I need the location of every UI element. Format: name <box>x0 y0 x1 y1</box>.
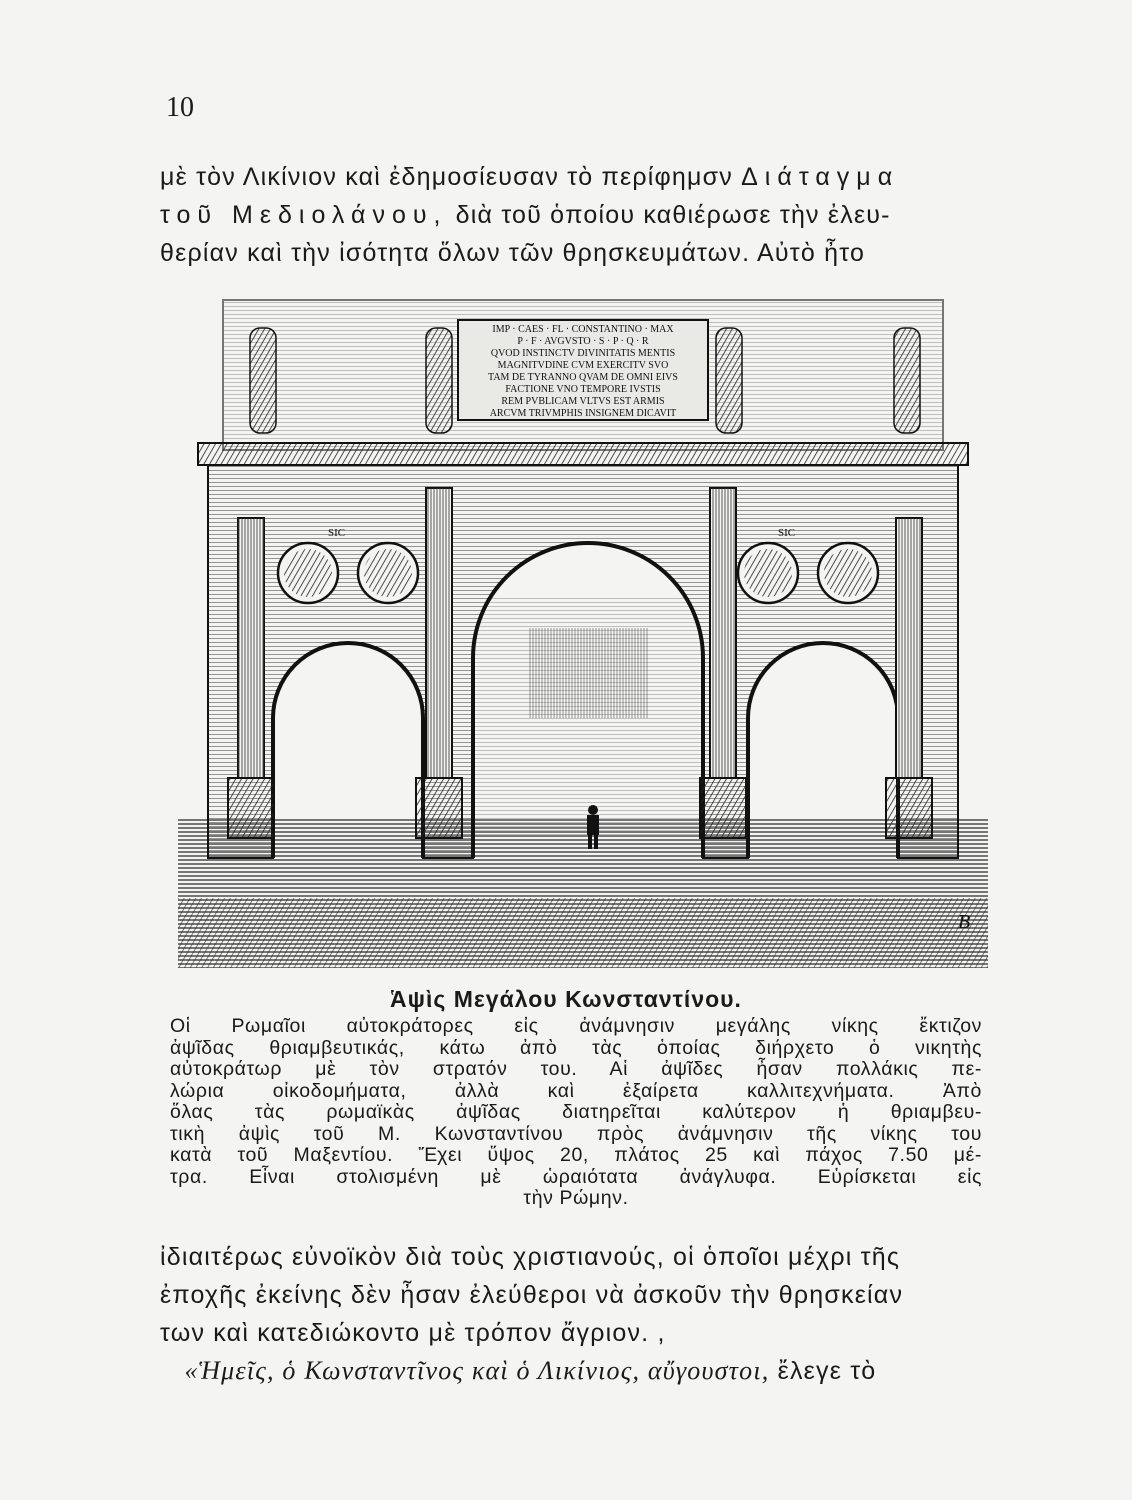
inscription-line: ARCVM TRIVMPHIS INSIGNEM DICAVIT <box>489 408 677 419</box>
page-number: 10 <box>166 92 194 123</box>
top-line-2: τοῦ Μεδιολάνου, διὰ τοῦ ὁποίου καθιέρωσε τὴν ἐλευ- <box>160 201 891 229</box>
inscription-line: P · F · AVGVSTO · S · P · Q · R <box>517 336 649 347</box>
frieze-right-text: SIC <box>778 527 796 539</box>
bottom-line-4: «Ἡμεῖς, ὁ Κωνσταντῖνος καὶ ὁ Λικίνιος, αὔγουστοι, ἔλεγε τὸ <box>184 1356 877 1385</box>
bottom-line-1: ἰδιαιτέρως εὐνοϊκὸν διὰ τοὺς χριστιανούς, οἱ ὁποῖοι μέχρι τῆς <box>160 1243 901 1271</box>
caption-title: Ἁψὶς Μεγάλου Κωνσταντίνου. <box>390 986 742 1012</box>
arch-engraving <box>178 298 988 968</box>
inscription-line: FACTIONE VNO TEMPORE IVSTIS <box>505 384 661 395</box>
bottom-line-2: ἐποχῆς ἐκείνης δὲν ἦσαν ἐλεύθεροι νὰ ἀσκοῦν τὴν θρησκείαν <box>160 1281 904 1309</box>
top-line-1: μὲ τὸν Λικίνιον καὶ ἐδημοσίευσαν τὸ περίφημσν Διάταγμα <box>160 163 900 191</box>
inscription-line: IMP · CAES · FL · CONSTANTINO · MAX <box>492 324 674 335</box>
inscription-line: QVOD INSTINCTV DIVINITATIS MENTIS <box>490 348 676 359</box>
frieze-left-text: SIC <box>328 527 346 539</box>
arch-engraving-svg <box>178 298 988 968</box>
inscription-line: TAM DE TYRANNO QVAM DE OMNI EIVS <box>488 372 678 383</box>
spaced-word: Διάταγμα <box>741 163 900 191</box>
top-paragraph <box>160 158 1010 272</box>
caption-line: αὐτοκράτωρ μὲ τὸν στρατόν του. Αἱ ἀψῖδες ἦσαν πολλάκις πε- <box>170 1058 982 1080</box>
caption-line: Οἱ Ρωμαῖοι αὐτοκράτορες εἰς ἀνάμνησιν μεγάλης νίκης ἔκτιζον <box>170 1015 982 1037</box>
caption-line: τρα. Εἶναι στολισμένη μὲ ὡραιότατα ἀνάγλυφα. Εὑρίσκεται εἰς <box>170 1165 982 1188</box>
caption-line: ἀψῖδας θριαμβευτικάς, κάτω ἀπὸ τὰς ὁποίας διήρχετο ὁ νικητὴς <box>170 1036 982 1059</box>
caption-line: τὴν Ρώμην. <box>523 1187 629 1209</box>
italic-quote: «Ἡμεῖς, ὁ Κωνσταντῖνος καὶ ὁ Λικίνιος, αὔγουστοι, <box>184 1356 770 1385</box>
bottom-line-3: των καὶ κατεδιώκοντο μὲ τρόπον ἄγριον. , <box>160 1319 666 1347</box>
engraver-signature: B <box>958 911 971 933</box>
caption-line: κατὰ τοῦ Μαξεντίου. Ἔχει ὕψος 20, πλάτος 25 καὶ πάχος 7.50 μέ- <box>170 1144 982 1166</box>
bottom-paragraph <box>160 1238 1010 1390</box>
spaced-word: τοῦ Μεδιολάνου, <box>160 201 448 229</box>
caption-line: τικὴ ἀψὶς τοῦ Μ. Κωνσταντίνου πρὸς ἀνάμνησιν τῆς νίκης του <box>170 1122 982 1145</box>
top-line-3: θερίαν καὶ τὴν ἰσότητα ὅλων τῶν θρησκευμάτων. Αὐτὸ ἦτο <box>160 239 866 267</box>
caption-body <box>170 1016 982 1210</box>
caption-line: λώρια οἰκοδομήματα, ἀλλὰ καὶ ἐξαίρετα καλλιτεχνήματα. Ἀπὸ <box>170 1079 982 1102</box>
caption-line: ὅλας τὰς ρωμαϊκὰς ἀψῖδας διατηρεῖται καλύτερον ἡ θριαμβευ- <box>170 1101 982 1123</box>
inscription-line: REM PVBLICAM VLTVS EST ARMIS <box>501 396 665 407</box>
inscription-line: MAGNITVDINE CVM EXERCITV SVO <box>497 360 669 371</box>
